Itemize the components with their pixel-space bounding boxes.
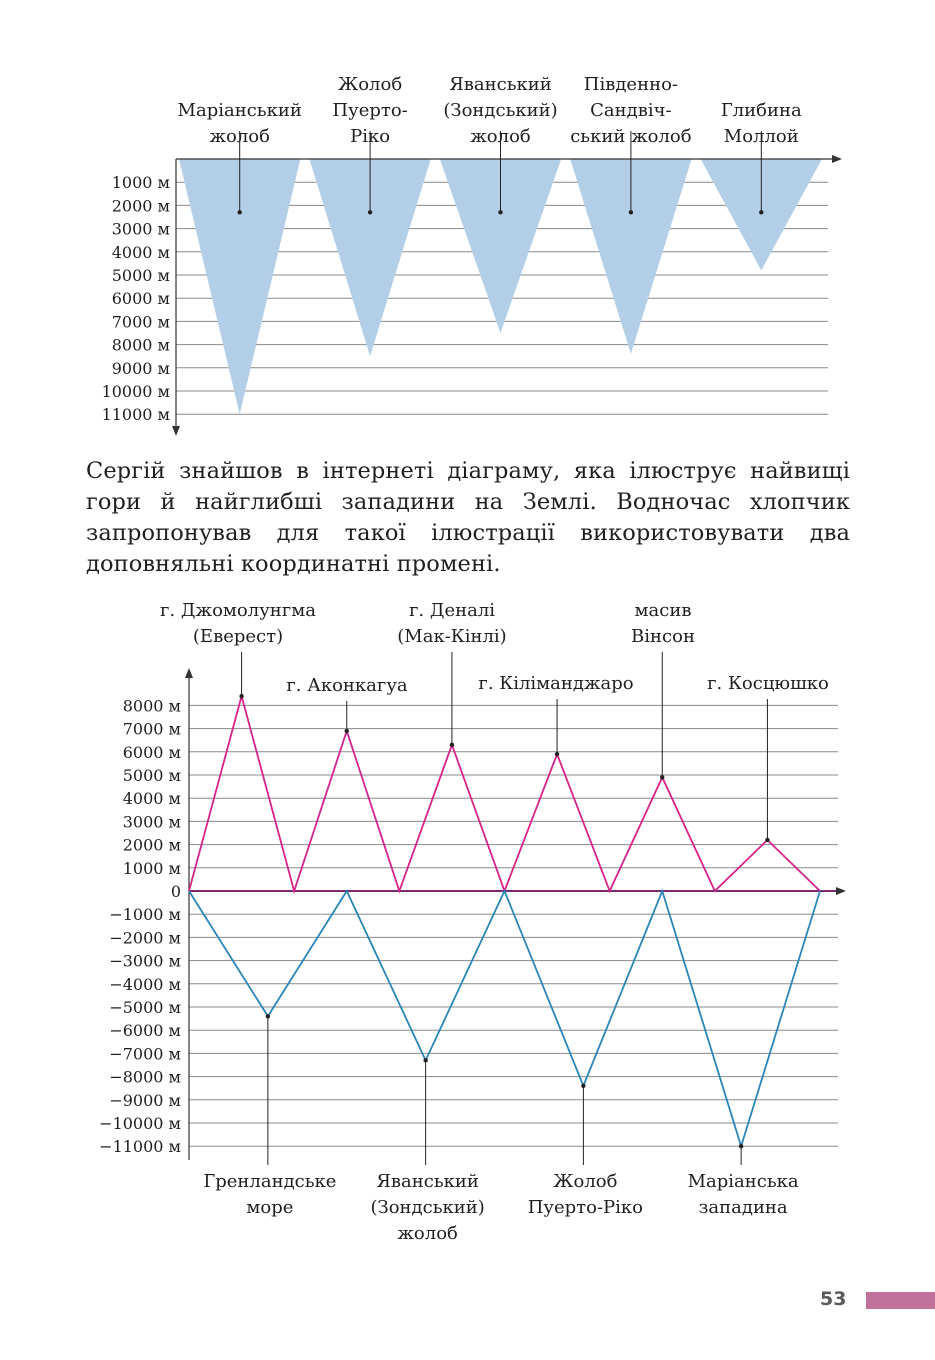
y-tick-label: 8000 м: [122, 696, 181, 716]
y-tick-label: 5000 м: [111, 266, 170, 285]
trench-label: Маріанський: [177, 100, 302, 121]
peak-dot: [555, 752, 559, 756]
y-tick-label: −7000 м: [109, 1044, 181, 1064]
y-tick-label: 8000 м: [111, 335, 170, 355]
y-tick-label: 2000 м: [122, 835, 181, 855]
y-tick-label: 1000 м: [122, 858, 181, 878]
body-paragraph: Сергій знайшов в інтернеті діаграму, яка ілюструє найвищі гори й найглибші западини на Землі. Водночас хлопчик запропонував для такої ілюстрації використовувати два доповняльні координатні промені.: [86, 458, 850, 577]
depth-label: Маріанська: [687, 1171, 799, 1192]
trench-label: Сандвіч-: [590, 100, 672, 121]
depth-label: западина: [698, 1197, 788, 1218]
trough-dot: [739, 1144, 743, 1148]
mountain-label: масив: [634, 600, 692, 621]
y-tick-label: 3000 м: [122, 812, 181, 832]
y-tick-label: 5000 м: [122, 766, 181, 785]
trench-label: (Зондський): [443, 100, 558, 121]
trough-dot: [266, 1014, 270, 1018]
y-tick-label: 6000 м: [111, 289, 170, 309]
depth-label: Пуерто-Ріко: [527, 1197, 644, 1218]
trench-label: Моллой: [723, 126, 799, 147]
y-tick-label: −3000 м: [109, 951, 181, 971]
depth-label: (Зондський): [370, 1197, 485, 1218]
trench-label: Яванський: [449, 74, 552, 95]
y-axis-arrow: [172, 426, 180, 436]
y-tick-label: 6000 м: [122, 742, 181, 762]
trench-label: ський жолоб: [570, 126, 692, 147]
peak-dot: [660, 775, 664, 779]
peak-dot: [239, 694, 243, 698]
y-tick-label: 9000 м: [111, 358, 170, 378]
y-tick-label: 0: [170, 882, 181, 901]
leader-dot: [498, 210, 502, 214]
trough-dot: [423, 1058, 427, 1062]
depth-label: Гренландське: [203, 1171, 337, 1192]
y-tick-label: 4000 м: [122, 789, 181, 809]
y-tick-label: −8000 м: [109, 1067, 181, 1087]
y-tick-label: −4000 м: [109, 974, 181, 994]
y-tick-label: 2000 м: [111, 196, 170, 216]
trench-label: Пуерто-: [332, 100, 408, 121]
mountain-label: г. Деналі: [408, 600, 496, 621]
leader-dot: [238, 210, 242, 214]
x-axis-arrow: [832, 155, 842, 163]
mountains-line: [189, 696, 820, 891]
mountain-label: г. Кіліманджаро: [478, 673, 634, 694]
mountains-depths-chart: [0, 600, 935, 1260]
trench-label: жолоб: [470, 126, 531, 147]
y-tick-label: −1000 м: [109, 905, 181, 925]
y-tick-label: −10000 м: [99, 1114, 181, 1133]
y-tick-label: −5000 м: [109, 998, 181, 1017]
y-tick-label: 1000 м: [111, 173, 170, 193]
mountain-label: (Мак-Кінлі): [397, 626, 507, 647]
trench-label: Глибина: [720, 100, 802, 121]
mountain-label: Вінсон: [631, 626, 695, 647]
y-tick-label: −6000 м: [109, 1021, 181, 1041]
y-tick-label: −11000 м: [99, 1137, 181, 1157]
y-tick-label: 3000 м: [111, 219, 170, 239]
leader-dot: [368, 210, 372, 214]
page-number: 53: [820, 1288, 847, 1310]
y-tick-label: −2000 м: [109, 928, 181, 948]
y-tick-label: 7000 м: [122, 719, 181, 739]
depths-chart: [0, 0, 935, 450]
x-axis-arrow: [836, 887, 846, 895]
y-axis-arrow: [185, 668, 193, 678]
mountain-label: (Еверест): [192, 626, 284, 647]
trench-label: жолоб: [209, 126, 270, 147]
mountain-label: г. Косцюшко: [707, 673, 829, 694]
trench-label: Південно-: [583, 74, 679, 95]
depth-label: жолоб: [397, 1223, 458, 1244]
trench-label: Жолоб: [338, 74, 403, 95]
leader-dot: [759, 210, 763, 214]
depth-label: море: [246, 1197, 294, 1218]
depths-line: [189, 891, 820, 1146]
mountain-label: г. Джомолунгма: [160, 600, 316, 621]
y-tick-label: −9000 м: [109, 1090, 181, 1110]
leader-dot: [629, 210, 633, 214]
y-tick-label: 7000 м: [111, 312, 170, 332]
y-tick-label: 4000 м: [111, 242, 170, 262]
peak-dot: [450, 743, 454, 747]
peak-dot: [345, 729, 349, 733]
peak-dot: [765, 838, 769, 842]
page-number-bar: [866, 1292, 935, 1309]
y-tick-label: 11000 м: [101, 405, 170, 425]
trench-label: Ріко: [350, 126, 391, 147]
mountain-label: г. Аконкагуа: [286, 675, 408, 696]
depth-label: Жолоб: [553, 1171, 618, 1192]
depth-label: Яванський: [376, 1171, 479, 1192]
trough-dot: [581, 1084, 585, 1088]
y-tick-label: 10000 м: [101, 382, 170, 401]
